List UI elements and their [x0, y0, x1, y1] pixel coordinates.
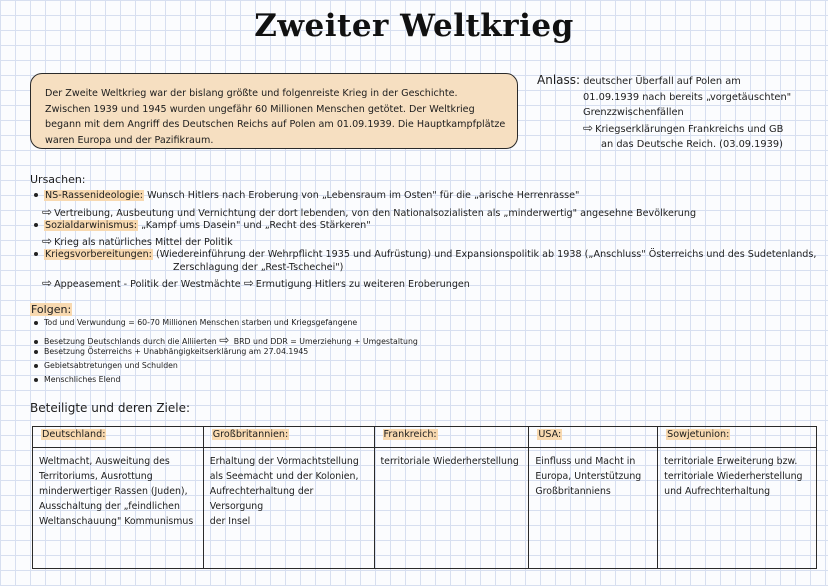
table-cell-grossbritannien: Erhaltung der Vormachtstellung als Seemacht und der Kolonien, Aufrechterhaltung der Versorgung der Insel	[203, 448, 374, 569]
ursachen-item-label: NS-Rassenideologie:	[45, 190, 143, 201]
ursachen-item-cont: Zerschlagung der „Rest-Tschechei")	[173, 262, 344, 273]
ursachen-item-text: Wunsch Hitlers nach Eroberung von „Lebensraum im Osten" für die „arische Herrenrasse"	[147, 190, 580, 201]
table-header-cell: Frankreich:	[374, 427, 529, 448]
ursachen-item-text: (Wiedereinführung der Wehrpflicht 1935 und Aufrüstung) und Expansionspolitik ab 1938 („Anschluss" Österreichs und des Sudetenlands,	[155, 249, 817, 260]
folgen-item	[34, 318, 357, 327]
ursachen-item	[34, 220, 371, 231]
bullet-icon	[34, 364, 38, 368]
arrow-icon: ⇨	[42, 205, 53, 219]
arrow-icon: ⇨	[219, 333, 230, 347]
table-row	[33, 448, 817, 569]
anlass-line: deutscher Überfall auf Polen am	[583, 76, 741, 87]
folgen-item	[34, 333, 418, 347]
intro-line: waren Europa und der Pazifikraum.	[45, 134, 214, 146]
bullet-icon	[34, 340, 38, 344]
arrow-icon: ⇨	[583, 120, 594, 135]
table-cell-sowjetunion: territoriale Erweiterung bzw. territoriale Wiederherstellung und Aufrechterhaltung	[658, 448, 817, 569]
anlass-line: 01.09.1939 nach bereits „vorgetäuschten"	[583, 91, 792, 103]
folgen-item	[34, 361, 178, 370]
folgen-item-text: Tod und Verwundung = 60-70 Millionen Menschen starben und Kriegsgefangene	[44, 318, 358, 327]
folgen-item-text: Menschliches Elend	[44, 375, 121, 384]
ursachen-item-text: „Kampf ums Dasein" und „Recht des Stärkeren"	[141, 220, 371, 231]
intro-line: begann mit dem Angriff des Deutschen Reichs auf Polen am 01.09.1939. Die Hauptkampfplätze	[45, 119, 506, 130]
arrow-icon: ⇨	[243, 276, 254, 290]
arrow-icon: ⇨	[42, 234, 53, 248]
table-header-row	[33, 427, 817, 448]
folgen-item-text: Besetzung Österreichs + Unabhängigkeitserklärung am 27.04.1945	[44, 347, 309, 356]
table-cell-frankreich: territoriale Wiederherstellung	[374, 448, 529, 569]
folgen-item-text: Besetzung Deutschlands durch die Alliierten	[44, 337, 217, 346]
table-header-cell: Großbritannien:	[203, 427, 374, 448]
ursachen-sub-text: Ermutigung Hitlers zu weiteren Eroberungen	[255, 279, 470, 290]
page-title: Zweiter Weltkrieg	[254, 8, 574, 44]
anlass-section	[537, 73, 791, 153]
bullet-icon	[34, 321, 38, 325]
ursachen-sub	[42, 234, 233, 248]
beteiligte-table	[32, 426, 817, 569]
anlass-line: an das Deutsche Reich. (03.09.1939)	[601, 139, 783, 150]
anlass-line: Kriegserklärungen Frankreichs und GB	[595, 123, 784, 135]
bullet-icon	[34, 378, 38, 382]
ursachen-item	[34, 249, 816, 260]
ursachen-item	[34, 190, 579, 201]
anlass-label: Anlass:	[537, 73, 581, 87]
folgen-heading	[30, 303, 72, 316]
table-cell-deutschland: Weltmacht, Ausweitung des Territoriums, Ausrottung minderwertiger Rassen (Juden), Ausschaltung der „feindlichen Weltanschauung" Kommunismus	[33, 448, 204, 569]
folgen-item	[34, 347, 308, 356]
bullet-icon	[34, 252, 38, 256]
beteiligte-heading: Beteiligte und deren Ziele:	[30, 401, 191, 415]
intro-line: Der Zweite Weltkrieg war der bislang größte und folgenreiste Krieg in der Geschichte.	[45, 88, 458, 99]
folgen-item-text: Gebietsabtretungen und Schulden	[44, 361, 178, 370]
intro-box	[30, 73, 518, 149]
folgen-heading-text: Folgen:	[31, 303, 72, 316]
bullet-icon	[34, 223, 38, 227]
intro-line: Zwischen 1939 und 1945 wurden ungefähr 60 Millionen Menschen getötet. Der Weltkrieg	[45, 103, 475, 115]
table-header-cell: Deutschland:	[33, 427, 204, 448]
ursachen-sub-text: Krieg als natürliches Mittel der Politik	[54, 237, 233, 248]
folgen-item	[34, 375, 120, 384]
ursachen-heading: Ursachen:	[30, 173, 86, 186]
ursachen-sub-text: Vertreibung, Ausbeutung und Vernichtung der dort lebenden, von den Nationalsozialisten als „minderwertig" angesehne Bevölkerung	[54, 208, 697, 219]
folgen-item-text: BRD und DDR = Umerziehung + Umgestaltung	[233, 337, 418, 346]
ursachen-sub-text: Appeasement - Politik der Westmächte	[54, 279, 241, 290]
arrow-icon: ⇨	[42, 276, 53, 290]
ursachen-sub	[42, 205, 696, 219]
anlass-line: Grenzzwischenfällen	[583, 107, 684, 118]
bullet-icon	[34, 350, 38, 354]
table-header-cell: USA:	[529, 427, 658, 448]
table-cell-usa: Einfluss und Macht in Europa, Unterstützung Großbritanniens	[529, 448, 658, 569]
bullet-icon	[34, 193, 38, 197]
ursachen-item-label: Sozialdarwinismus:	[45, 220, 138, 231]
table-header-cell: Sowjetunion:	[658, 427, 817, 448]
ursachen-sub	[42, 276, 470, 290]
ursachen-item-label: Kriegsvorbereitungen:	[45, 249, 152, 260]
